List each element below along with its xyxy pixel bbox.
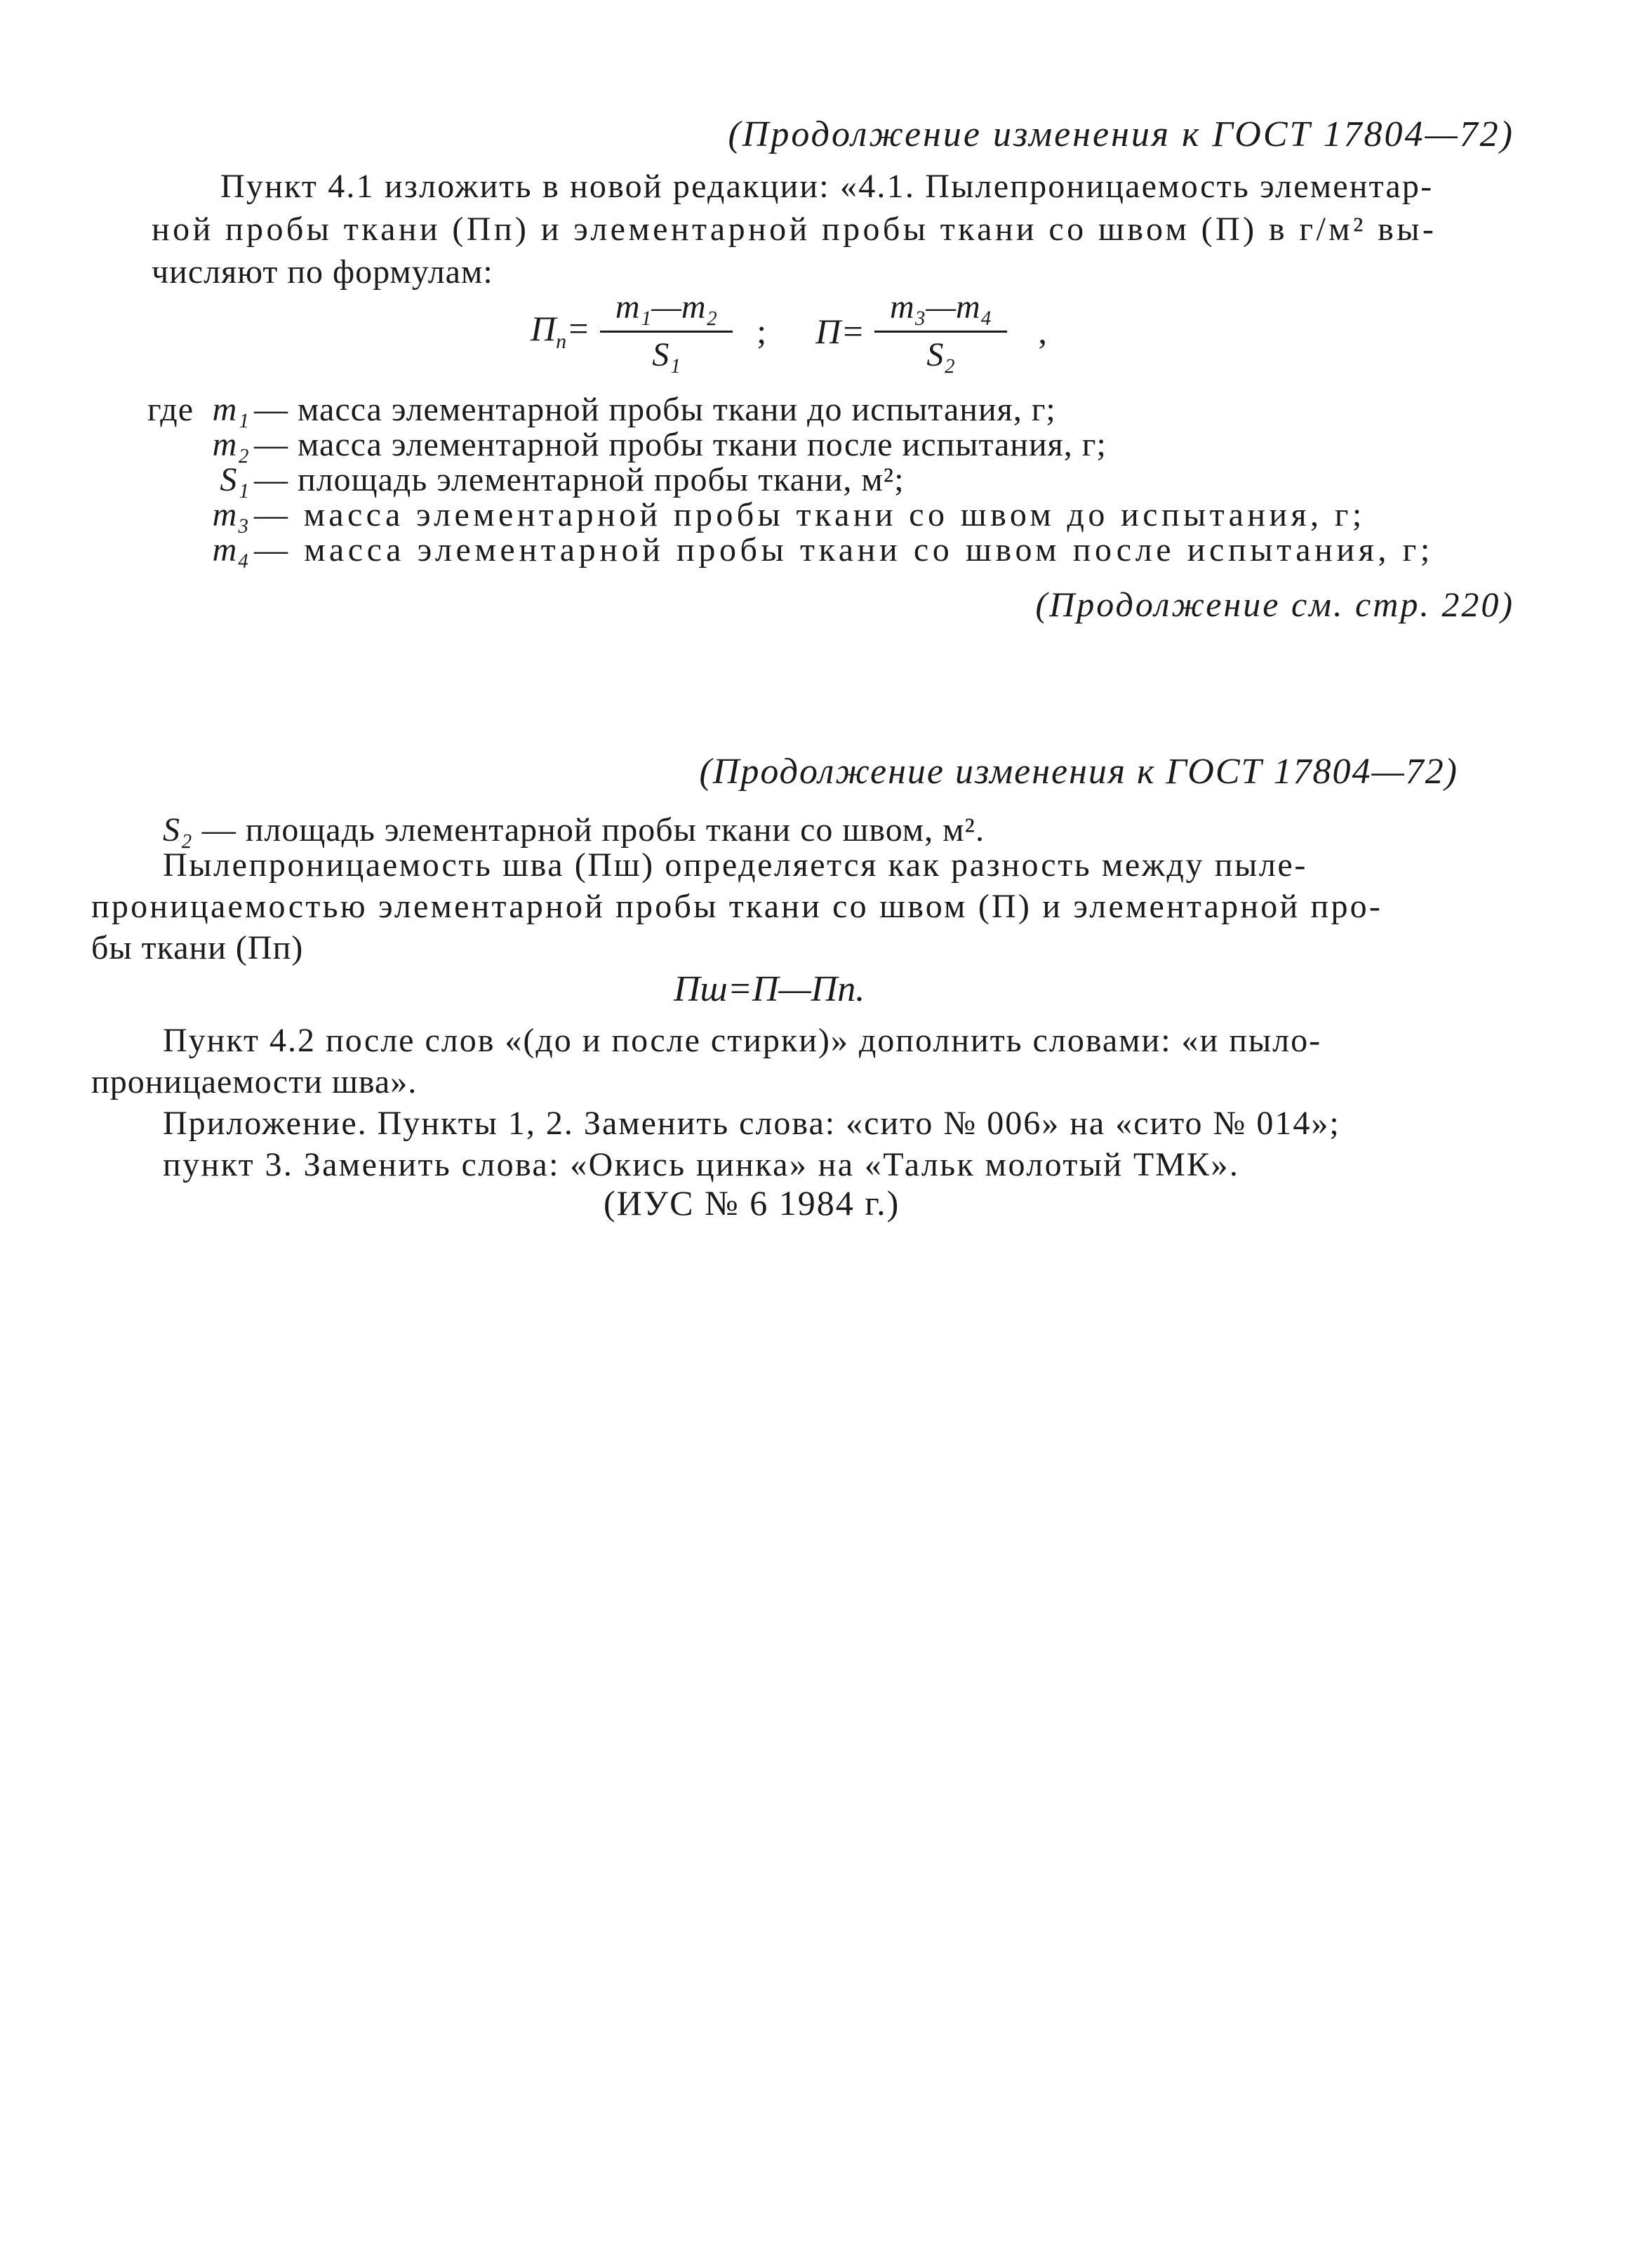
legend-row-3 xyxy=(147,460,1453,498)
para-line-2 xyxy=(152,210,1514,248)
legend-text-m1: — масса элементарной пробы ткани до испытания, г; xyxy=(254,391,1056,428)
formula-row xyxy=(531,288,1047,374)
page2-header: (Продолжение изменения к ГОСТ 17804—72) xyxy=(699,752,1458,792)
legend-text-s1: — площадь элементарной пробы ткани, м²; xyxy=(254,461,905,498)
page1-paragraph xyxy=(152,167,1514,291)
para2-line-1: Пылепроницаемость шва (Пш) определяется как разность между пыле- xyxy=(163,846,1307,884)
legend-text-m3: — масса элементарной пробы ткани со швом до испытания, г; xyxy=(254,496,1366,533)
s2-line xyxy=(163,811,985,849)
para-line-1-text: Пункт 4.1 изложить в новой редакции: «4.1. Пылепроницаемость элементар- xyxy=(220,168,1434,205)
para-line-2-text: ной пробы ткани (Пп) и элементарной пробы ткани со швом (П) в г/м² вы- xyxy=(152,211,1437,248)
page2-paragraph-2 xyxy=(91,1021,1467,1184)
formula1-numerator: m₁—m₂ xyxy=(600,288,733,333)
legend-var-s1: S₁ xyxy=(220,461,250,498)
formula1-denominator: S₁ xyxy=(652,336,681,373)
formula-separator: ; xyxy=(757,311,767,351)
para-line-3: числяют по формулам: xyxy=(152,253,493,291)
legend-row-5 xyxy=(147,531,1453,566)
page1-header: (Продолжение изменения к ГОСТ 17804—72) xyxy=(728,114,1514,154)
formula-end: , xyxy=(1038,311,1047,351)
formula1-lhs: $П_п=$ xyxy=(531,309,590,353)
legend-text-m4: — масса элементарной пробы ткани со швом после испытания, г; xyxy=(254,531,1434,568)
para3-line-1: Пункт 4.2 после слов «(до и после стирки)» дополнить словами: «и пыло- xyxy=(163,1022,1322,1059)
legend-var-m2: m₂ xyxy=(212,426,250,463)
formula2-fraction xyxy=(874,288,1007,374)
para2-line-3: бы ткани (Пп) xyxy=(91,929,304,966)
legend-var-m4: m₄ xyxy=(212,531,250,568)
para4-line-1: Приложение. Пункты 1, 2. Заменить слова: «сито № 006» на «сито № 014»; xyxy=(163,1105,1340,1142)
para3-line-2: проницаемости шва». xyxy=(91,1063,418,1100)
formula2-denominator: S₂ xyxy=(926,336,956,373)
s2-text: — площадь элементарной пробы ткани со швом, м². xyxy=(201,811,985,849)
page2-paragraph xyxy=(91,846,1453,967)
legend-var-m3: m₃ xyxy=(212,496,250,533)
legend-row-1 xyxy=(147,390,1453,428)
legend xyxy=(147,390,1453,566)
s2-var: S₂ xyxy=(163,811,193,849)
para2-line-2: проницаемостью элементарной пробы ткани со швом (П) и элементарной про- xyxy=(91,888,1383,925)
where-word: где xyxy=(147,391,194,428)
legend-row-4 xyxy=(147,495,1453,531)
legend-var-m1: m₁ xyxy=(212,391,250,428)
legend-row-2 xyxy=(147,425,1453,463)
formula1-fraction xyxy=(600,288,733,374)
formula2-numerator: m₃—m₄ xyxy=(874,288,1007,333)
para4-line-2: пункт 3. Заменить слова: «Окись цинка» на «Тальк молотый ТМК». xyxy=(163,1146,1240,1183)
continuation-note: (Продолжение см. стр. 220) xyxy=(1035,585,1514,624)
formula3: Пш=П—Пп. xyxy=(674,969,865,1009)
para-line-1 xyxy=(152,167,1514,206)
source-note: (ИУС № 6 1984 г.) xyxy=(604,1183,900,1223)
legend-text-m2: — масса элементарной пробы ткани после испытания, г; xyxy=(254,426,1107,463)
formula2-lhs: П= xyxy=(815,311,865,351)
